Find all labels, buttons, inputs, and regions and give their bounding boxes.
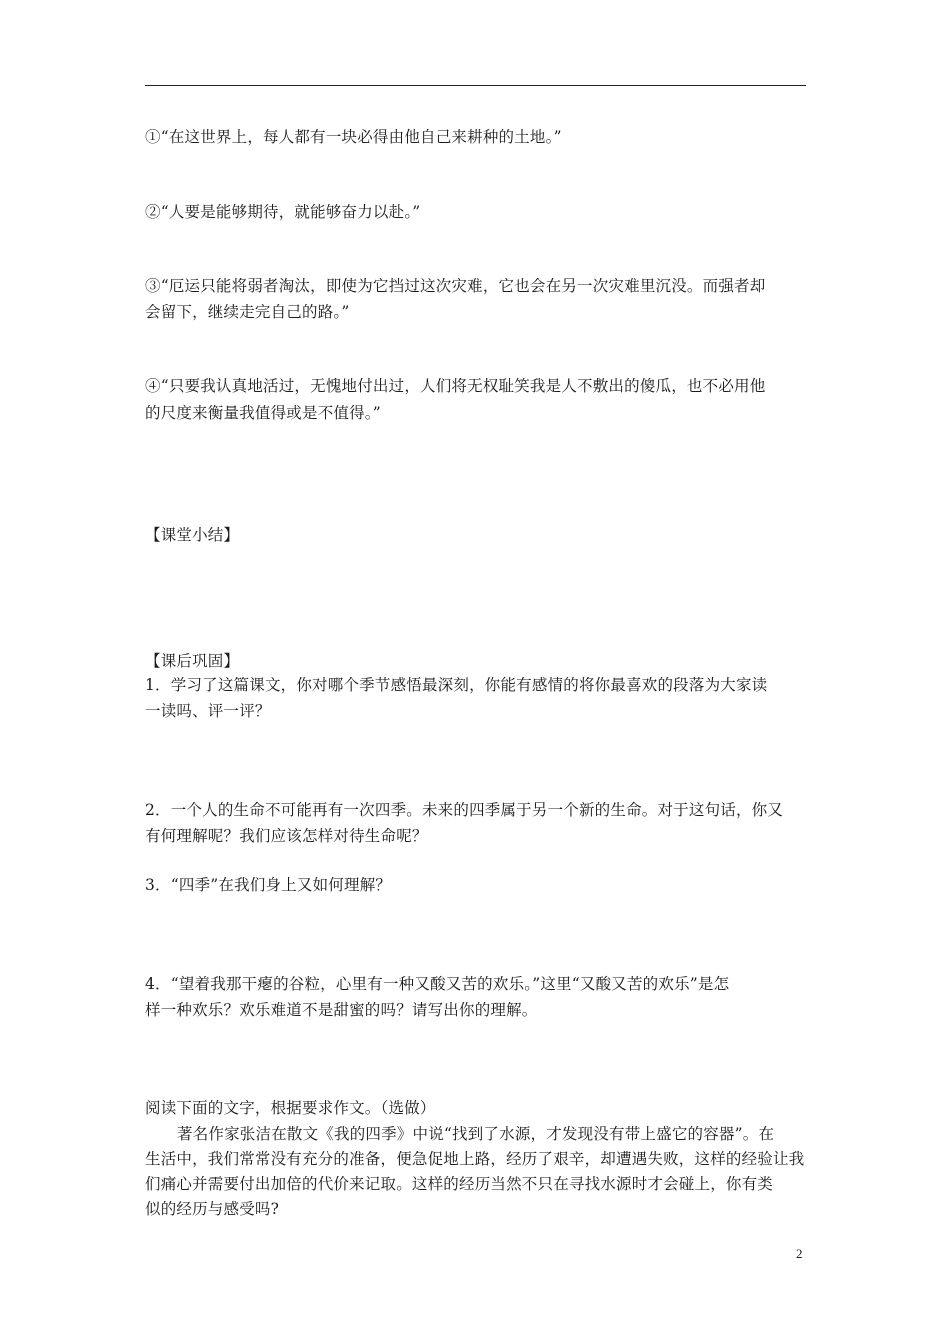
quote-3-line-1: ③“厄运只能将弱者淘汰，即使为它挡过这次灾难，它也会在另一次灾难里沉没。而强者却 [145, 277, 766, 295]
quote-3-line-2: 会留下，继续走完自己的路。” [145, 303, 350, 321]
summary-heading: 【课堂小结】 [145, 526, 240, 544]
question-4-line-1: 4．“望着我那干瘪的谷粒，心里有一种又酸又苦的欢乐。”这里“又酸又苦的欢乐”是怎 [145, 975, 730, 993]
quote-2: ②“人要是能够期待，就能够奋力以赴。” [145, 203, 421, 221]
question-2-line-1: 2．一个人的生命不可能再有一次四季。未来的四季属于另一个新的生命。对于这句话，你又 [145, 801, 784, 819]
question-3: 3．“四季”在我们身上又如何理解？ [145, 876, 392, 894]
essay-instruction: 阅读下面的文字，根据要求作文。（选做） [145, 1099, 436, 1117]
essay-line-1: 著名作家张洁在散文《我的四季》中说“找到了水源，才发现没有带上盛它的容器”。在 [177, 1125, 775, 1143]
essay-line-3: 们痛心并需要付出加倍的代价来记取。这样的经历当然不只在寻找水源时才会碰上，你有类 [145, 1175, 774, 1193]
question-2-line-2: 有何理解呢？我们应该怎样对待生命呢？ [145, 827, 428, 845]
page-number: 2 [796, 1246, 803, 1261]
header-rule [145, 85, 806, 86]
question-1-line-2: 一读吗、评一评？ [145, 702, 271, 720]
essay-line-2: 生活中，我们常常没有充分的准备，便急促地上路，经历了艰辛，却遭遇失败，这样的经验让我 [145, 1150, 805, 1168]
quote-1: ①“在这世界上，每人都有一块必得由他自己来耕种的土地。” [145, 128, 562, 146]
consolidation-heading: 【课后巩固】 [145, 652, 240, 670]
question-1-line-1: 1．学习了这篇课文，你对哪个季节感悟最深刻，你能有感情的将你最喜欢的段落为大家读 [145, 676, 768, 694]
quote-4-line-1: ④“只要我认真地活过，无愧地付出过，人们将无权耻笑我是人不敷出的傻瓜，也不必用他 [145, 377, 766, 395]
quote-4-line-2: 的尺度来衡量我值得或是不值得。” [145, 404, 381, 422]
essay-line-4: 似的经历与感受吗? [145, 1200, 280, 1218]
question-4-line-2: 样一种欢乐？欢乐难道不是甜蜜的吗？请写出你的理解。 [145, 1001, 538, 1019]
